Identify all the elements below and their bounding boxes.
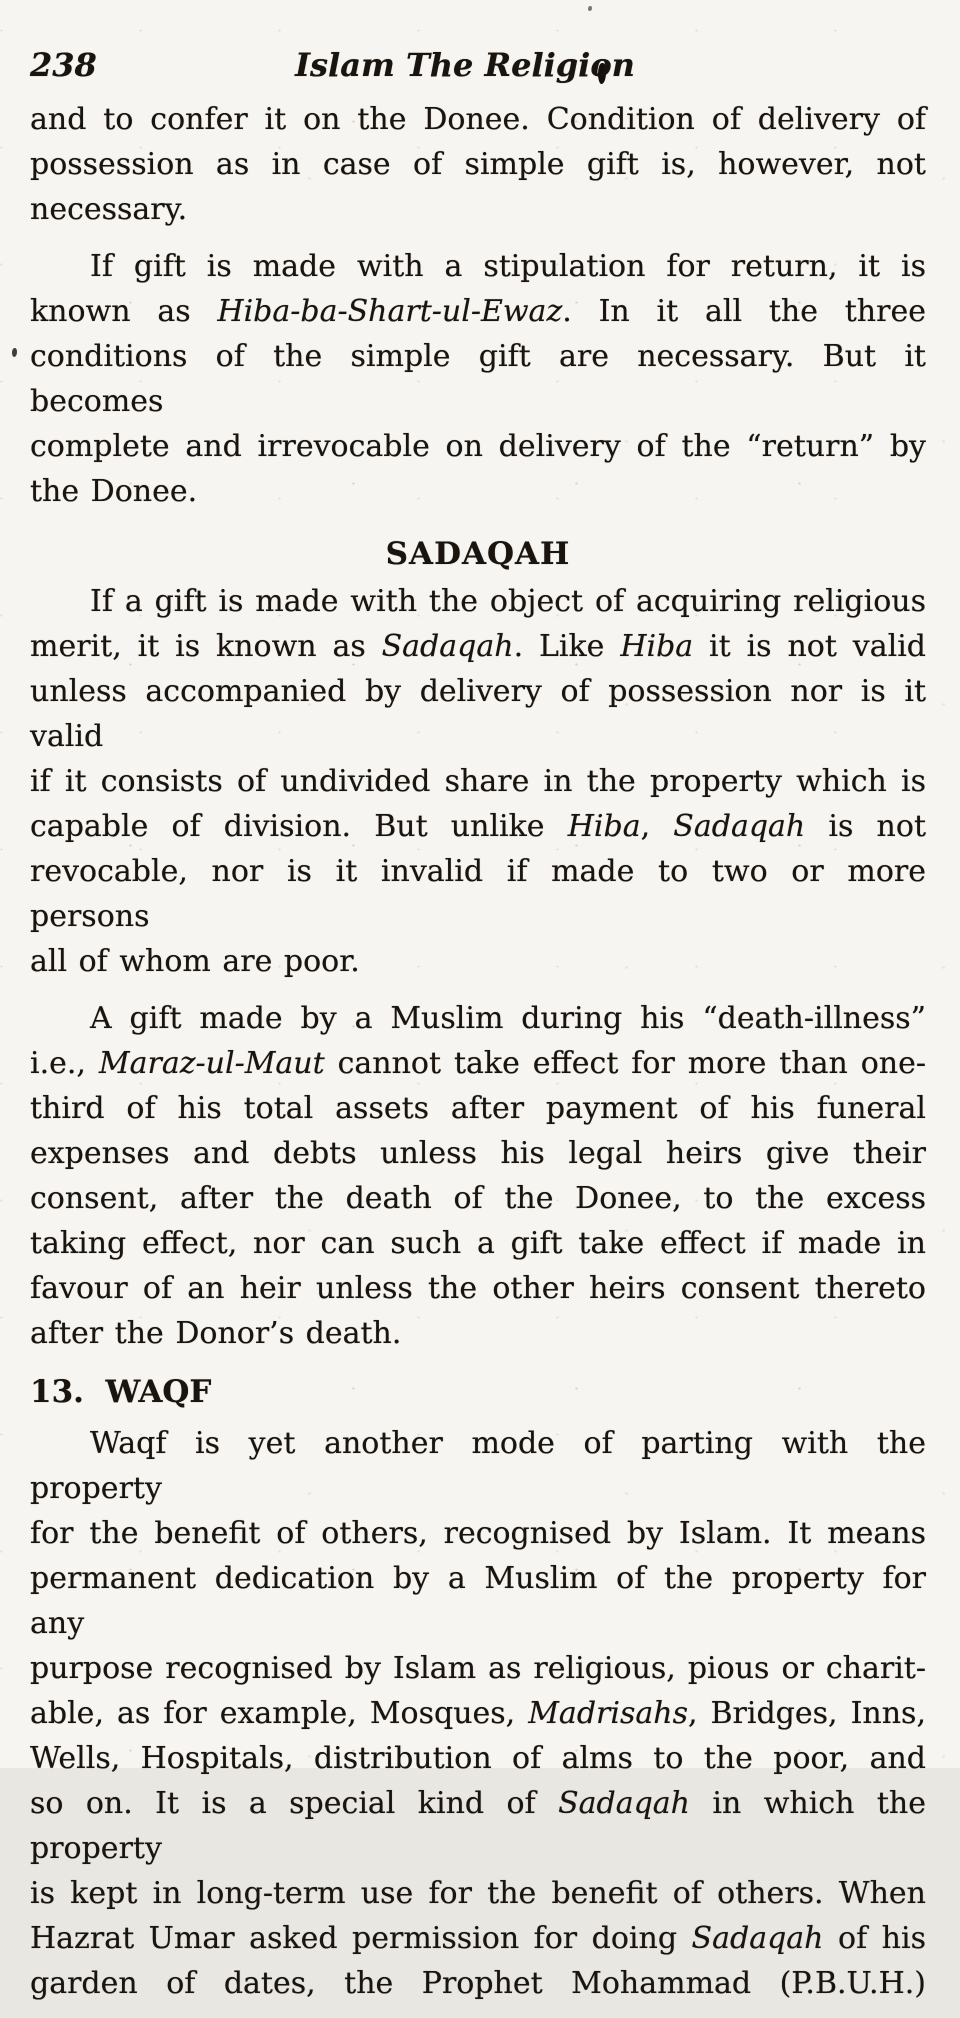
text-line: If gift is made with a stipulation for return, it is [90, 249, 926, 284]
text-line: garden of dates, the Prophet Mohammad (P.B.U.H.) [30, 1966, 926, 2001]
text-line: is kept in long-term use for the benefit of others. When [30, 1876, 926, 1911]
italic-term: Hiba-ba-Shart-ul-Ewaz [217, 294, 563, 329]
text-line: merit, it is known as Sadaqah. Like Hiba it is not valid [30, 629, 926, 664]
italic-term: Sadaqah [691, 1921, 824, 1956]
text-line: If a gift is made with the object of acquiring religious [90, 584, 926, 619]
text-line: third of his total assets after payment of his funeral [30, 1091, 926, 1126]
text-line: capable of division. But unlike Hiba, Sadaqah is not [30, 809, 926, 844]
text-line: possession as in case of simple gift is, however, not [30, 147, 926, 182]
italic-term: Maraz-ul-Maut [98, 1046, 325, 1081]
text-line: expenses and debts unless his legal heirs give their [30, 1136, 926, 1171]
text-line: able, as for example, Mosques, Madrisahs, Bridges, Inns, [30, 1696, 926, 1731]
paragraph [30, 579, 926, 984]
text-line: revocable, nor is it invalid if made to two or more persons [30, 854, 926, 934]
text-line: Hazrat Umar asked permission for doing Sadaqah of his [30, 1921, 926, 1956]
section-heading: SADAQAH [385, 536, 571, 572]
page-header [30, 42, 926, 88]
italic-term: Sadaqah [381, 629, 514, 664]
text-line: A gift made by a Muslim during his “death-illness” [90, 1001, 926, 1036]
text-line: consent, after the death of the Donee, to the excess [30, 1181, 926, 1216]
text-line: conditions of the simple gift are necessary. But it becomes [30, 339, 926, 419]
text-line: necessary. [30, 192, 188, 227]
paragraph [30, 244, 926, 514]
text-line: the Donee. [30, 474, 198, 509]
ink-speck [12, 348, 17, 357]
italic-term: Hiba [567, 809, 641, 844]
text-line: purpose recognised by Islam as religious, pious or charit- [30, 1651, 926, 1686]
text-line: permanent dedication by a Muslim of the property for any [30, 1561, 926, 1641]
text-line: after the Donor’s death. [30, 1316, 402, 1351]
text-line: Wells, Hospitals, distribution of alms to the poor, and [30, 1741, 926, 1776]
numbered-section-heading: 13. WAQF [30, 1374, 212, 1410]
text-line: and to confer it on the Donee. Condition of delivery of [30, 102, 926, 137]
text-line: if it consists of undivided share in the property which is [30, 764, 926, 799]
ink-speck [588, 6, 592, 11]
italic-term: Sadaqah [558, 1786, 691, 1821]
text-line: all of whom are poor. [30, 944, 360, 979]
italic-term: Sadaqah [673, 809, 806, 844]
page-body [30, 97, 926, 2018]
paragraph [30, 996, 926, 1356]
text-line: complete and irrevocable on delivery of the “return” by [30, 429, 926, 464]
text-line: Waqf is yet another mode of parting with the property [30, 1426, 926, 1506]
paragraph [30, 97, 926, 232]
text-line: i.e., Maraz-ul-Maut cannot take effect for more than one- [30, 1046, 926, 1081]
text-line: for the benefit of others, recognised by Islam. It means [30, 1516, 926, 1551]
page-number: 238 [30, 46, 97, 84]
text-line: taking effect, nor can such a gift take effect if made in [30, 1226, 926, 1261]
italic-term: Madrisahs [528, 1696, 688, 1731]
text-line: so on. It is a special kind of Sadaqah in which the property [30, 1786, 926, 1866]
text-line: unless accompanied by delivery of possession nor is it valid [30, 674, 926, 754]
running-title: Islam The Religion [295, 46, 635, 84]
text-line: known as Hiba-ba-Shart-ul-Ewaz. In it all the three [30, 294, 926, 329]
text-line: favour of an heir unless the other heirs consent thereto [30, 1271, 926, 1306]
italic-term: Hiba [620, 629, 694, 664]
paragraph [30, 1421, 926, 2006]
